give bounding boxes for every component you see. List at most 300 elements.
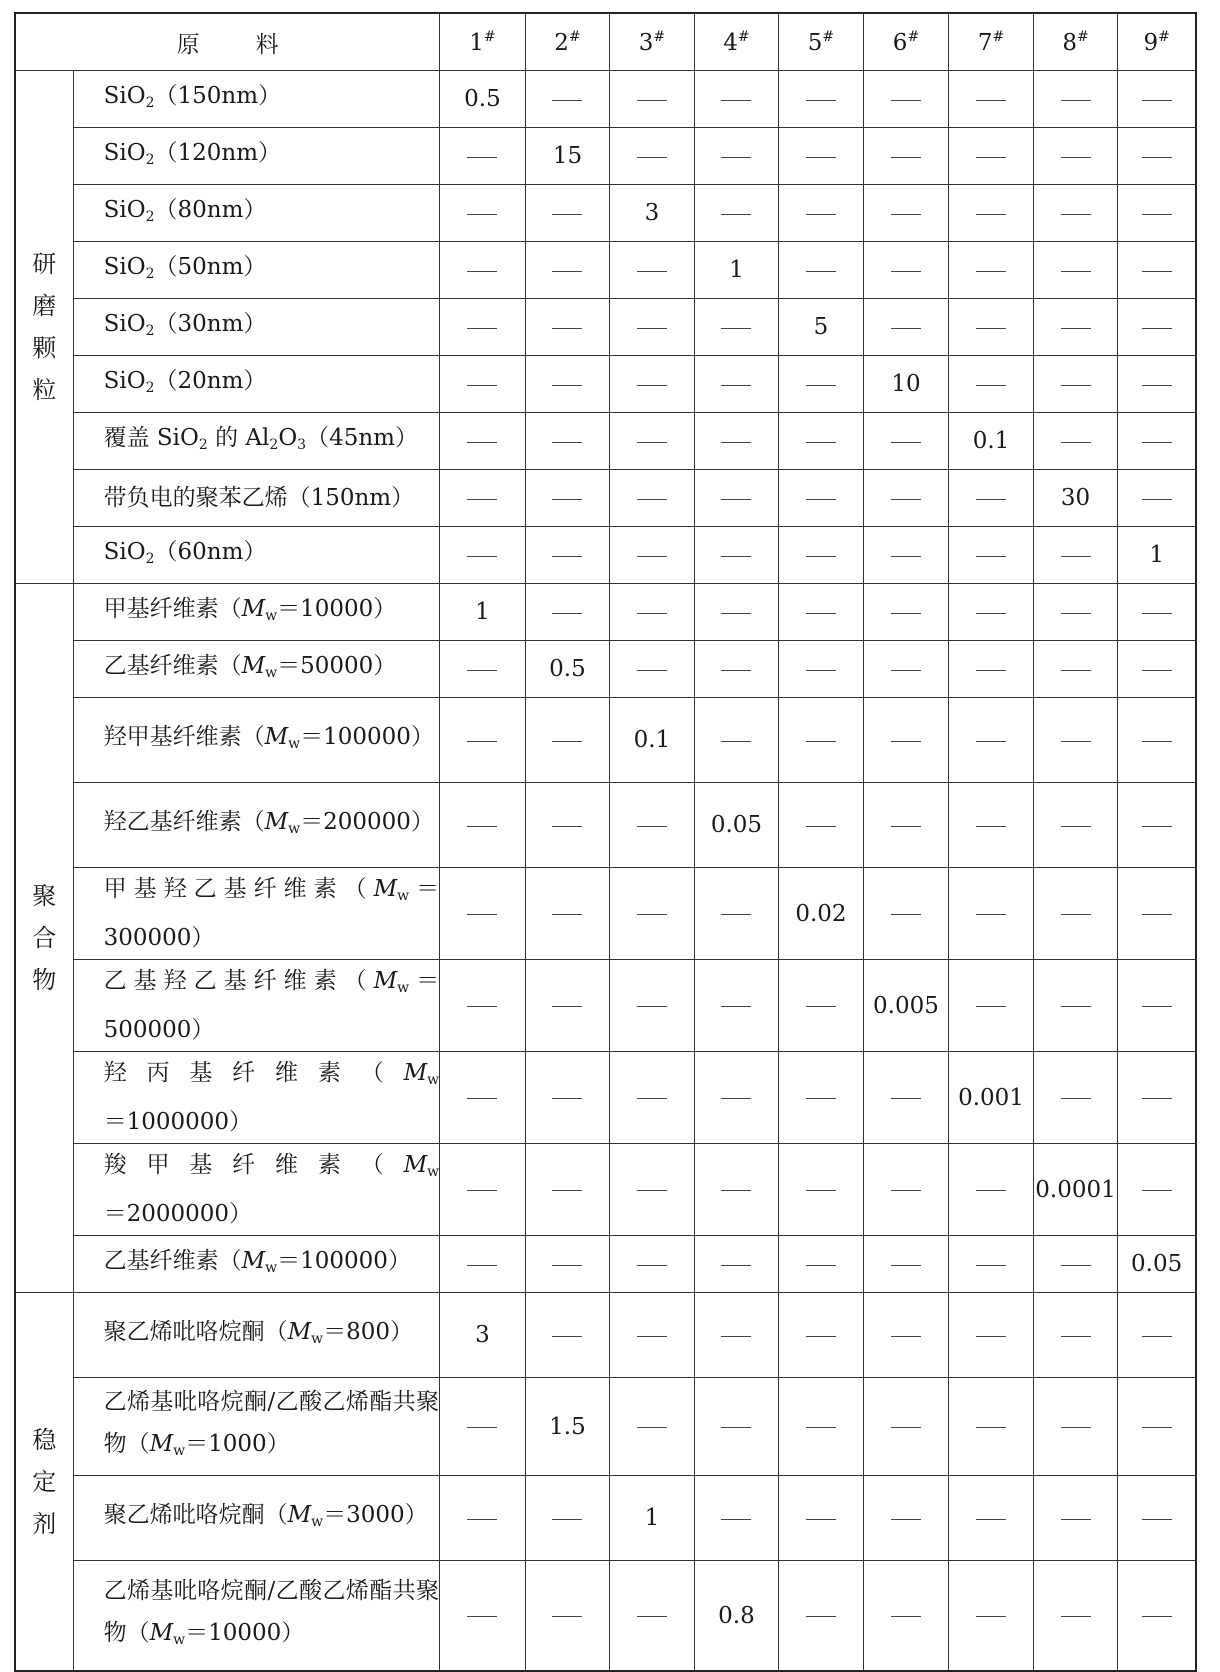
dash-empty [806, 556, 836, 557]
dash-empty [1061, 556, 1091, 557]
dash-empty [721, 556, 751, 557]
value-cell-sample-2 [525, 413, 610, 470]
dash-empty [467, 1006, 497, 1007]
dash-empty [891, 613, 921, 614]
dash-empty [806, 100, 836, 101]
dash-empty [1142, 613, 1172, 614]
value-cell-sample-8 [1033, 868, 1118, 960]
dash-empty [721, 1519, 751, 1520]
value-cell-sample-4 [694, 641, 779, 698]
table-row [15, 1476, 1196, 1561]
table-row [15, 698, 1196, 783]
dash-empty [1061, 914, 1091, 915]
value-cell-sample-7 [949, 128, 1034, 185]
dash-empty [721, 914, 751, 915]
dash-empty [891, 157, 921, 158]
dash-empty [637, 499, 667, 500]
value-cell-sample-9 [1118, 960, 1196, 1052]
table-row [15, 242, 1196, 299]
value-cell-sample-4 [694, 299, 779, 356]
value-cell-sample-9 [1118, 128, 1196, 185]
value-cell-sample-4: 0.05 [694, 783, 779, 868]
value-cell-sample-7 [949, 1293, 1034, 1378]
value-cell-sample-1 [440, 128, 526, 185]
dash-empty [976, 1265, 1006, 1266]
value-cell-sample-3: 1 [610, 1476, 695, 1561]
dash-empty [467, 271, 497, 272]
value-cell-sample-2 [525, 868, 610, 960]
value-cell-sample-3 [610, 1052, 695, 1144]
dash-empty [1061, 385, 1091, 386]
dash-empty [1061, 328, 1091, 329]
value-cell-sample-7: 0.001 [949, 1052, 1034, 1144]
table-row [15, 1236, 1196, 1293]
dash-empty [467, 914, 497, 915]
dash-empty [552, 1519, 582, 1520]
dash-empty [1142, 157, 1172, 158]
value-cell-sample-5 [779, 783, 864, 868]
value-cell-sample-3 [610, 299, 695, 356]
dash-empty [806, 613, 836, 614]
material-label: 羟丙基纤维素$(M_w=1000000)$ [73, 1052, 440, 1144]
dash-empty [721, 328, 751, 329]
value-cell-sample-3 [610, 242, 695, 299]
dash-empty [1061, 442, 1091, 443]
dash-empty [1142, 741, 1172, 742]
dash-empty [637, 271, 667, 272]
value-cell-sample-6 [863, 185, 949, 242]
value-cell-sample-2: 1.5 [525, 1378, 610, 1476]
dash-empty [1142, 1098, 1172, 1099]
value-cell-sample-8 [1033, 1476, 1118, 1561]
dash-empty [976, 670, 1006, 671]
value-cell-sample-1 [440, 356, 526, 413]
value-cell-sample-7 [949, 698, 1034, 783]
value-cell-sample-8 [1033, 1561, 1118, 1672]
value-cell-sample-5 [779, 185, 864, 242]
dash-empty [721, 442, 751, 443]
category-label: 稳定剂 [32, 1425, 57, 1538]
value-cell-sample-9 [1118, 1052, 1196, 1144]
dash-empty [806, 670, 836, 671]
dash-empty [1142, 1427, 1172, 1428]
dash-empty [637, 1265, 667, 1266]
value-cell-sample-4 [694, 1293, 779, 1378]
dash-empty [976, 741, 1006, 742]
value-cell-sample-3 [610, 960, 695, 1052]
value-cell-sample-8 [1033, 698, 1118, 783]
value-cell-sample-5 [779, 1144, 864, 1236]
value-cell-sample-4 [694, 1236, 779, 1293]
value-cell-sample-1 [440, 299, 526, 356]
value-cell-sample-9 [1118, 1144, 1196, 1236]
dash-empty [891, 1336, 921, 1337]
value-cell-sample-2 [525, 1144, 610, 1236]
material-label: 乙基羟乙基纤维素$(M_w=500000)$ [73, 960, 440, 1052]
material-label: 甲基羟乙基纤维素$(M_w=300000)$ [73, 868, 440, 960]
value-cell-sample-4 [694, 470, 779, 527]
dash-empty [1061, 1519, 1091, 1520]
dash-empty [891, 1616, 921, 1617]
dash-empty [721, 1265, 751, 1266]
dash-empty [806, 157, 836, 158]
dash-empty [721, 613, 751, 614]
header-sample-5: 5# [779, 13, 864, 71]
value-cell-sample-9 [1118, 470, 1196, 527]
header-sample-7: 7# [949, 13, 1034, 71]
material-label: 乙烯基吡咯烷酮/乙酸乙烯酯共聚物$(M_w=10000)$ [73, 1561, 440, 1672]
dash-empty [806, 1427, 836, 1428]
dash-empty [1061, 741, 1091, 742]
category-label: 研磨颗粒 [32, 250, 57, 404]
value-cell-sample-2 [525, 1476, 610, 1561]
value-cell-sample-9 [1118, 413, 1196, 470]
dash-empty [721, 100, 751, 101]
dash-empty [806, 741, 836, 742]
value-cell-sample-9 [1118, 1476, 1196, 1561]
dash-empty [552, 1616, 582, 1617]
dash-empty [806, 826, 836, 827]
table-row [15, 527, 1196, 584]
table-row [15, 185, 1196, 242]
value-cell-sample-7 [949, 185, 1034, 242]
value-cell-sample-8 [1033, 299, 1118, 356]
value-cell-sample-8 [1033, 584, 1118, 641]
dash-empty [721, 1006, 751, 1007]
dash-empty [1061, 271, 1091, 272]
value-cell-sample-7 [949, 1561, 1034, 1672]
dash-empty [552, 613, 582, 614]
dash-empty [1142, 100, 1172, 101]
dash-empty [467, 442, 497, 443]
value-cell-sample-4 [694, 527, 779, 584]
dash-empty [976, 1616, 1006, 1617]
dash-empty [976, 556, 1006, 557]
dash-empty [806, 1190, 836, 1191]
dash-empty [721, 1336, 751, 1337]
value-cell-sample-1 [440, 960, 526, 1052]
dash-empty [806, 1336, 836, 1337]
dash-empty [891, 741, 921, 742]
value-cell-sample-4 [694, 868, 779, 960]
value-cell-sample-6 [863, 641, 949, 698]
dash-empty [467, 1519, 497, 1520]
value-cell-sample-6 [863, 413, 949, 470]
dash-empty [467, 1265, 497, 1266]
dash-empty [552, 1098, 582, 1099]
dash-empty [721, 214, 751, 215]
value-cell-sample-6 [863, 527, 949, 584]
dash-empty [976, 385, 1006, 386]
value-cell-sample-9 [1118, 356, 1196, 413]
value-cell-sample-2 [525, 783, 610, 868]
dash-empty [976, 1519, 1006, 1520]
dash-empty [1142, 670, 1172, 671]
value-cell-sample-1 [440, 1144, 526, 1236]
value-cell-sample-5 [779, 527, 864, 584]
value-cell-sample-5 [779, 1378, 864, 1476]
dash-empty [976, 1190, 1006, 1191]
value-cell-sample-6 [863, 299, 949, 356]
dash-empty [721, 1098, 751, 1099]
dash-empty [467, 1098, 497, 1099]
dash-empty [806, 385, 836, 386]
dash-empty [552, 741, 582, 742]
value-cell-sample-5 [779, 1561, 864, 1672]
value-cell-sample-4 [694, 1476, 779, 1561]
value-cell-sample-6 [863, 783, 949, 868]
dash-empty [552, 1336, 582, 1337]
dash-empty [467, 1427, 497, 1428]
value-cell-sample-1 [440, 1378, 526, 1476]
material-label: SiO$_2$（80nm） [73, 185, 440, 242]
value-cell-sample-6: 10 [863, 356, 949, 413]
material-label: SiO$_2$（60nm） [73, 527, 440, 584]
dash-empty [1061, 1265, 1091, 1266]
value-cell-sample-7 [949, 868, 1034, 960]
value-cell-sample-7 [949, 783, 1034, 868]
value-cell-sample-4: 0.8 [694, 1561, 779, 1672]
table-row [15, 960, 1196, 1052]
table-row [15, 71, 1196, 128]
value-cell-sample-9 [1118, 698, 1196, 783]
value-cell-sample-1: 3 [440, 1293, 526, 1378]
material-label: 羧甲基纤维素$(M_w=2000000)$ [73, 1144, 440, 1236]
table-row [15, 1293, 1196, 1378]
value-cell-sample-6 [863, 1378, 949, 1476]
dash-empty [806, 1616, 836, 1617]
dash-empty [552, 385, 582, 386]
value-cell-sample-8 [1033, 960, 1118, 1052]
table-row [15, 128, 1196, 185]
value-cell-sample-1 [440, 1052, 526, 1144]
header-sample-4: 4# [694, 13, 779, 71]
dash-empty [467, 328, 497, 329]
dash-empty [1061, 157, 1091, 158]
value-cell-sample-7 [949, 356, 1034, 413]
table-row [15, 299, 1196, 356]
dash-empty [1061, 1616, 1091, 1617]
dash-empty [467, 670, 497, 671]
material-label: 甲基纤维素$(M_w=10000)$ [73, 584, 440, 641]
dash-empty [891, 914, 921, 915]
dash-empty [467, 1616, 497, 1617]
dash-empty [637, 1098, 667, 1099]
dash-empty [891, 1427, 921, 1428]
value-cell-sample-8 [1033, 641, 1118, 698]
dash-empty [1061, 1006, 1091, 1007]
value-cell-sample-6 [863, 1236, 949, 1293]
value-cell-sample-5 [779, 584, 864, 641]
value-cell-sample-4 [694, 71, 779, 128]
value-cell-sample-6 [863, 698, 949, 783]
dash-empty [1061, 670, 1091, 671]
dash-empty [467, 499, 497, 500]
value-cell-sample-7 [949, 242, 1034, 299]
value-cell-sample-9 [1118, 299, 1196, 356]
value-cell-sample-2 [525, 527, 610, 584]
value-cell-sample-2 [525, 698, 610, 783]
dash-empty [1142, 1519, 1172, 1520]
value-cell-sample-8 [1033, 1378, 1118, 1476]
dash-empty [637, 100, 667, 101]
value-cell-sample-4 [694, 128, 779, 185]
value-cell-sample-6 [863, 1052, 949, 1144]
value-cell-sample-1 [440, 1561, 526, 1672]
dash-empty [976, 826, 1006, 827]
header-sample-9: 9# [1118, 13, 1196, 71]
value-cell-sample-5 [779, 356, 864, 413]
category-label: 聚合物 [32, 882, 57, 994]
category-stabilizer [15, 1293, 73, 1672]
value-cell-sample-6 [863, 1144, 949, 1236]
material-label: SiO$_2$（30nm） [73, 299, 440, 356]
value-cell-sample-2 [525, 299, 610, 356]
header-sample-6: 6# [863, 13, 949, 71]
dash-empty [1142, 1006, 1172, 1007]
dash-empty [891, 826, 921, 827]
dash-empty [1061, 1427, 1091, 1428]
value-cell-sample-8 [1033, 783, 1118, 868]
dash-empty [637, 442, 667, 443]
table-row [15, 641, 1196, 698]
dash-empty [552, 1006, 582, 1007]
value-cell-sample-4 [694, 698, 779, 783]
value-cell-sample-2 [525, 1236, 610, 1293]
value-cell-sample-9 [1118, 783, 1196, 868]
value-cell-sample-1 [440, 698, 526, 783]
value-cell-sample-9 [1118, 868, 1196, 960]
value-cell-sample-7 [949, 470, 1034, 527]
material-label: 覆盖 SiO$_2$ 的 $Al_2O_3(45nm)$ [73, 413, 440, 470]
value-cell-sample-9 [1118, 584, 1196, 641]
value-cell-sample-6 [863, 470, 949, 527]
value-cell-sample-5: 5 [779, 299, 864, 356]
table-row [15, 1144, 1196, 1236]
dash-empty [552, 499, 582, 500]
category-polymer [15, 584, 73, 1293]
dash-empty [1061, 613, 1091, 614]
value-cell-sample-3 [610, 783, 695, 868]
value-cell-sample-2 [525, 1561, 610, 1672]
value-cell-sample-3 [610, 470, 695, 527]
dash-empty [467, 385, 497, 386]
dash-empty [721, 1427, 751, 1428]
material-label: 聚乙烯吡咯烷酮$(M_w=3000)$ [73, 1476, 440, 1561]
value-cell-sample-1 [440, 527, 526, 584]
value-cell-sample-7 [949, 1236, 1034, 1293]
table-row [15, 413, 1196, 470]
value-cell-sample-7 [949, 641, 1034, 698]
dash-empty [721, 157, 751, 158]
value-cell-sample-5 [779, 413, 864, 470]
table-row [15, 356, 1196, 413]
value-cell-sample-9: 0.05 [1118, 1236, 1196, 1293]
dash-empty [637, 1336, 667, 1337]
dash-empty [1142, 442, 1172, 443]
dash-empty [891, 328, 921, 329]
value-cell-sample-5 [779, 470, 864, 527]
material-label: 带负电的聚苯乙烯（150nm） [73, 470, 440, 527]
dash-empty [467, 826, 497, 827]
dash-empty [467, 741, 497, 742]
dash-empty [467, 214, 497, 215]
dash-empty [467, 1190, 497, 1191]
value-cell-sample-3 [610, 356, 695, 413]
value-cell-sample-3 [610, 868, 695, 960]
value-cell-sample-1 [440, 1476, 526, 1561]
dash-empty [891, 499, 921, 500]
dash-empty [552, 271, 582, 272]
dash-empty [637, 157, 667, 158]
value-cell-sample-2: 0.5 [525, 641, 610, 698]
dash-empty [552, 1265, 582, 1266]
dash-empty [552, 1190, 582, 1191]
dash-empty [721, 499, 751, 500]
dash-empty [552, 100, 582, 101]
value-cell-sample-7 [949, 527, 1034, 584]
value-cell-sample-7 [949, 299, 1034, 356]
value-cell-sample-3 [610, 641, 695, 698]
dash-empty [806, 1098, 836, 1099]
value-cell-sample-3 [610, 1144, 695, 1236]
value-cell-sample-5 [779, 71, 864, 128]
value-cell-sample-7 [949, 1378, 1034, 1476]
value-cell-sample-2 [525, 185, 610, 242]
value-cell-sample-3 [610, 1561, 695, 1672]
dash-empty [637, 670, 667, 671]
value-cell-sample-2 [525, 470, 610, 527]
dash-empty [637, 328, 667, 329]
dash-empty [1142, 385, 1172, 386]
material-label: 乙烯基吡咯烷酮/乙酸乙烯酯共聚物$(M_w=1000)$ [73, 1378, 440, 1476]
material-label: 羟甲基纤维素$(M_w=100000)$ [73, 698, 440, 783]
dash-empty [976, 157, 1006, 158]
value-cell-sample-8 [1033, 413, 1118, 470]
dash-empty [891, 214, 921, 215]
dash-empty [891, 271, 921, 272]
value-cell-sample-2 [525, 1052, 610, 1144]
category-abrasive [15, 71, 73, 584]
value-cell-sample-3 [610, 584, 695, 641]
value-cell-sample-8 [1033, 356, 1118, 413]
dash-empty [806, 442, 836, 443]
value-cell-sample-4: 1 [694, 242, 779, 299]
dash-empty [806, 499, 836, 500]
dash-empty [1061, 1098, 1091, 1099]
value-cell-sample-6 [863, 1561, 949, 1672]
dash-empty [891, 556, 921, 557]
value-cell-sample-3 [610, 1378, 695, 1476]
value-cell-sample-9 [1118, 185, 1196, 242]
dash-empty [721, 670, 751, 671]
header-sample-8: 8# [1033, 13, 1118, 71]
dash-empty [1061, 100, 1091, 101]
material-label: 乙基纤维素$(M_w=100000)$ [73, 1236, 440, 1293]
value-cell-sample-4 [694, 584, 779, 641]
table-row [15, 1378, 1196, 1476]
dash-empty [976, 1336, 1006, 1337]
dash-empty [1061, 1336, 1091, 1337]
value-cell-sample-5 [779, 960, 864, 1052]
dash-empty [1142, 826, 1172, 827]
material-label: 聚乙烯吡咯烷酮$(M_w=800)$ [73, 1293, 440, 1378]
dash-empty [976, 328, 1006, 329]
dash-empty [976, 914, 1006, 915]
dash-empty [1061, 826, 1091, 827]
dash-empty [552, 214, 582, 215]
value-cell-sample-3 [610, 1293, 695, 1378]
